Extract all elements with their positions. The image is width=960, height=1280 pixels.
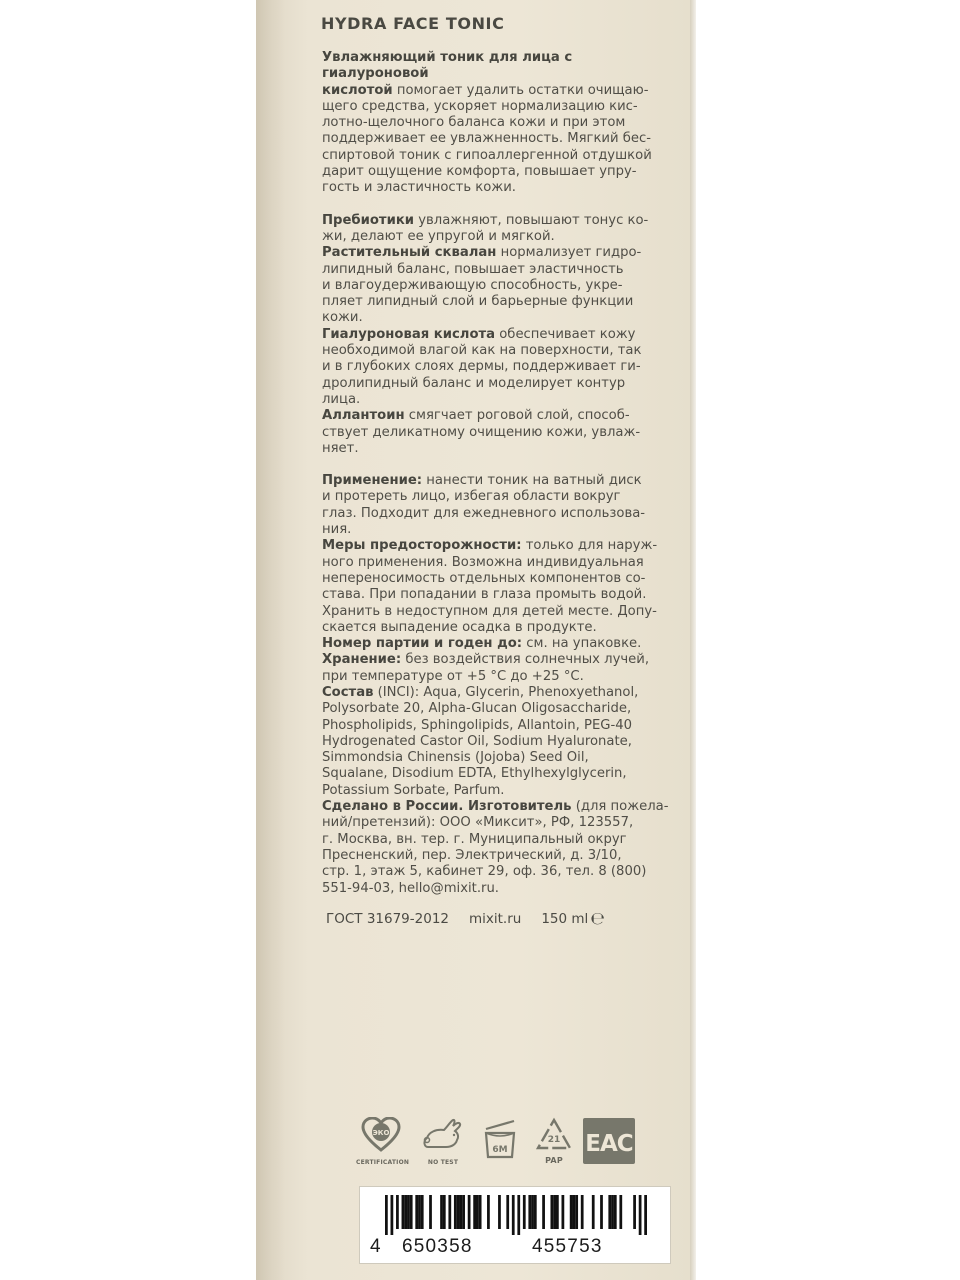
description-text: Хранить в недоступном для детей месте. Допу- bbox=[322, 603, 657, 619]
barcode-bar bbox=[556, 1195, 559, 1229]
certification-icons bbox=[356, 1117, 646, 1177]
description-line bbox=[322, 636, 670, 652]
description-line bbox=[322, 522, 670, 538]
description-line bbox=[322, 343, 670, 359]
description-text: и влагоудерживающую способность, укре- bbox=[322, 277, 623, 293]
barcode-bars bbox=[385, 1195, 647, 1235]
description-line bbox=[322, 701, 670, 717]
description-line bbox=[322, 213, 670, 229]
product-title: HYDRA FACE TONIC bbox=[321, 14, 505, 33]
description-line bbox=[322, 489, 670, 505]
description-line bbox=[322, 783, 670, 799]
description-text: ного применения. Возможна индивидуальная bbox=[322, 554, 644, 570]
barcode bbox=[359, 1186, 671, 1264]
description-line bbox=[322, 441, 670, 457]
description-line bbox=[322, 864, 670, 880]
barcode-bar bbox=[517, 1195, 520, 1235]
description-line bbox=[322, 766, 670, 782]
description-text: увлажняют, повышают тонус ко- bbox=[414, 212, 649, 228]
description-text: Hydrogenated Castor Oil, Sodium Hyaluronate, bbox=[322, 733, 632, 749]
description-line bbox=[322, 164, 670, 180]
description-line bbox=[322, 50, 670, 83]
bold-term: Пребиотики bbox=[322, 212, 415, 228]
description-text: только для наруж- bbox=[521, 538, 658, 554]
description-text: пляет липидный слой и барьерные функции bbox=[322, 294, 634, 310]
barcode-first-digit: 4 bbox=[370, 1236, 382, 1257]
description-line bbox=[322, 359, 670, 375]
description-line bbox=[322, 425, 670, 441]
recycle-pap-icon bbox=[532, 1117, 576, 1165]
estimate-mark-icon: ℮ bbox=[590, 909, 605, 929]
description-line bbox=[322, 815, 670, 831]
barcode-bar bbox=[644, 1195, 647, 1235]
description-line bbox=[322, 652, 670, 668]
description-text: смягчает роговой слой, способ- bbox=[404, 408, 630, 424]
description-line bbox=[322, 881, 670, 897]
description-text: Пресненский, пер. Электрический, д. 3/10, bbox=[322, 847, 622, 863]
description-text: нанести тоник на ватный диск bbox=[422, 473, 642, 489]
description-line bbox=[322, 832, 670, 848]
barcode-bar bbox=[619, 1195, 622, 1229]
barcode-bar bbox=[512, 1195, 515, 1235]
description-line bbox=[322, 571, 670, 587]
description-line bbox=[322, 262, 670, 278]
volume-text: 150 ml bbox=[541, 911, 589, 927]
barcode-bar bbox=[429, 1195, 432, 1229]
bold-term: Номер партии и годен до: bbox=[322, 636, 523, 652]
barcode-bar bbox=[402, 1195, 405, 1229]
description-text: при температуре от +5 °С до +25 °С. bbox=[322, 668, 584, 684]
description-line bbox=[322, 506, 670, 522]
description-text: липидный баланс, повышает эластичность bbox=[322, 261, 624, 277]
barcode-bar bbox=[611, 1195, 614, 1229]
description-line bbox=[322, 148, 670, 164]
gost-text: ГОСТ 31679-2012 bbox=[326, 911, 449, 927]
description-line bbox=[322, 473, 670, 489]
description-text: скается выпадение осадка в продукте. bbox=[322, 619, 597, 635]
barcode-bar bbox=[570, 1195, 573, 1229]
description-text: ствует деликатному очищению кожи, увлаж- bbox=[322, 424, 641, 440]
box-right-edge bbox=[690, 0, 696, 1280]
description-line bbox=[322, 99, 670, 115]
description-line bbox=[322, 538, 670, 554]
bold-term: Растительный сквалан bbox=[322, 245, 497, 261]
barcode-bar bbox=[523, 1195, 526, 1229]
barcode-bar bbox=[633, 1195, 636, 1229]
barcode-bar bbox=[396, 1195, 399, 1229]
eco-caption: CERTIFICATION bbox=[356, 1159, 410, 1166]
bold-term: Сделано в России. Изготовитель bbox=[322, 799, 572, 815]
description-line bbox=[322, 294, 670, 310]
description-text: (INCI): Aqua, Glycerin, Phenoxyethanol, bbox=[373, 684, 639, 700]
description-text: необходимой влагой как на поверхности, так bbox=[322, 343, 642, 359]
barcode-bar bbox=[468, 1195, 471, 1229]
description-text: нормализует гидро- bbox=[496, 245, 642, 261]
barcode-bar bbox=[608, 1195, 611, 1229]
description-line bbox=[322, 734, 670, 750]
product-description bbox=[322, 50, 670, 897]
description-line bbox=[322, 848, 670, 864]
description-text: ний/претензий): ООО «Миксит», РФ, 123557, bbox=[322, 815, 634, 831]
description-line bbox=[322, 131, 670, 147]
description-text: Potassium Sorbate, Parfum. bbox=[322, 782, 505, 798]
description-line bbox=[322, 278, 670, 294]
barcode-bar bbox=[415, 1195, 418, 1229]
description-text: кожи. bbox=[322, 310, 363, 326]
box-shadow-edge bbox=[256, 0, 284, 1280]
description-line bbox=[322, 587, 670, 603]
barcode-bar bbox=[457, 1195, 460, 1229]
description-line bbox=[322, 718, 670, 734]
recycle-number: 21 bbox=[547, 1135, 561, 1145]
bold-term: Применение: bbox=[322, 473, 423, 489]
barcode-bar bbox=[476, 1195, 479, 1229]
barcode-bar bbox=[391, 1195, 394, 1235]
barcode-bar bbox=[550, 1195, 553, 1229]
description-text: (для пожела- bbox=[571, 799, 669, 815]
description-text: 551-94-03, hello@mixit.ru. bbox=[322, 880, 500, 896]
description-text: дарит ощущение комфорта, повышает упру- bbox=[322, 164, 637, 180]
description-line bbox=[322, 327, 670, 343]
recycle-caption: PAP bbox=[545, 1156, 563, 1165]
description-text: Phospholipids, Sphingolipids, Allantoin, PEG-40 bbox=[322, 717, 633, 733]
pao-6m-icon bbox=[480, 1117, 520, 1165]
description-text: и в глубоких слоях дермы, поддерживает ги- bbox=[322, 359, 641, 375]
barcode-bar bbox=[573, 1195, 576, 1229]
barcode-bar bbox=[448, 1195, 451, 1229]
description-text: поддерживает ее увлажненность. Мягкий бес- bbox=[322, 131, 652, 147]
barcode-bar bbox=[418, 1195, 421, 1229]
barcode-bar bbox=[498, 1195, 501, 1229]
barcode-bar bbox=[531, 1195, 534, 1229]
description-text: щего средства, ускоряет нормализацию кис- bbox=[322, 98, 638, 114]
barcode-bar bbox=[440, 1195, 443, 1229]
barcode-bar bbox=[407, 1195, 410, 1229]
barcode-bar bbox=[473, 1195, 476, 1229]
bold-term: Хранение: bbox=[322, 652, 402, 668]
description-line bbox=[322, 83, 670, 99]
bold-term: Меры предосторожности: bbox=[322, 538, 522, 554]
description-line bbox=[322, 229, 670, 245]
description-text: без воздействия солнечных лучей, bbox=[401, 652, 650, 668]
barcode-bar bbox=[562, 1195, 565, 1229]
description-text: Polysorbate 20, Alpha-Glucan Oligosaccharide, bbox=[322, 701, 632, 717]
description-line bbox=[322, 408, 670, 424]
bold-term: Увлажняющий тоник для лица с гиалуроновой bbox=[322, 50, 573, 82]
description-text: Simmondsia Chinensis (Jojoba) Seed Oil, bbox=[322, 750, 589, 766]
barcode-bar bbox=[462, 1195, 465, 1229]
description-text: става. При попадании в глаза промыть водой. bbox=[322, 587, 647, 603]
description-line bbox=[322, 392, 670, 408]
description-line bbox=[322, 555, 670, 571]
description-line bbox=[322, 685, 670, 701]
barcode-bar bbox=[639, 1195, 642, 1235]
footer-line bbox=[326, 909, 616, 929]
description-text: дролипидный баланс и моделирует контур bbox=[322, 375, 626, 391]
eco-certification-icon bbox=[356, 1117, 410, 1166]
barcode-bar bbox=[553, 1195, 556, 1229]
barcode-bar bbox=[385, 1195, 388, 1235]
description-text: г. Москва, вн. тер. г. Муниципальный округ bbox=[322, 831, 627, 847]
description-text: Squalane, Disodium EDTA, Ethylhexylglycerin, bbox=[322, 766, 627, 782]
bold-term: Аллантоин bbox=[322, 408, 405, 424]
barcode-bar bbox=[528, 1195, 531, 1229]
barcode-bar bbox=[575, 1195, 578, 1229]
description-text: глаз. Подходит для ежедневного использова- bbox=[322, 505, 646, 521]
barcode-bar bbox=[581, 1195, 584, 1229]
description-text: лотно-щелочного баланса кожи и при этом bbox=[322, 115, 626, 131]
description-text: жи, делают ее упругой и мягкой. bbox=[322, 228, 555, 244]
description-text: гость и эластичность кожи. bbox=[322, 180, 516, 196]
barcode-bar bbox=[542, 1195, 545, 1229]
barcode-bar bbox=[454, 1195, 457, 1229]
no-test-caption: NO TEST bbox=[427, 1159, 459, 1166]
barcode-bar bbox=[614, 1195, 617, 1229]
barcode-bar bbox=[404, 1195, 407, 1229]
barcode-bar bbox=[421, 1195, 424, 1229]
barcode-bar bbox=[600, 1195, 603, 1229]
description-line bbox=[322, 620, 670, 636]
description-line bbox=[322, 669, 670, 685]
barcode-bar bbox=[592, 1195, 595, 1229]
description-line bbox=[322, 750, 670, 766]
description-line bbox=[322, 799, 670, 815]
description-line bbox=[322, 376, 670, 392]
no-test-rabbit-icon bbox=[418, 1117, 468, 1166]
barcode-bar bbox=[479, 1195, 482, 1229]
barcode-bar bbox=[534, 1195, 537, 1229]
barcode-bar bbox=[443, 1195, 446, 1229]
barcode-bar bbox=[487, 1195, 490, 1229]
site-text: mixit.ru bbox=[469, 911, 522, 927]
description-text: лица. bbox=[322, 391, 361, 407]
description-text: непереносимость отдельных компонентов со- bbox=[322, 570, 646, 586]
description-line bbox=[322, 310, 670, 326]
description-line bbox=[322, 604, 670, 620]
eac-mark-icon bbox=[580, 1117, 638, 1169]
barcode-bar bbox=[410, 1195, 413, 1229]
description-text: и протереть лицо, избегая области вокруг bbox=[322, 489, 621, 505]
barcode-bar bbox=[506, 1195, 509, 1229]
description-text: обеспечивает кожу bbox=[495, 326, 636, 342]
barcode-bar bbox=[459, 1195, 462, 1229]
barcode-left-digits: 650358 bbox=[402, 1236, 473, 1257]
description-text: стр. 1, этаж 5, кабинет 29, оф. 36, тел. 8 (800) bbox=[322, 864, 647, 880]
description-line bbox=[322, 115, 670, 131]
paragraph-gap bbox=[322, 197, 670, 213]
bold-term: Гиалуроновая кислота bbox=[322, 326, 496, 342]
description-text: ния. bbox=[322, 522, 352, 538]
description-line bbox=[322, 245, 670, 261]
barcode-right-digits: 455753 bbox=[532, 1236, 603, 1257]
eco-label: ЭКО bbox=[372, 1129, 390, 1137]
description-line bbox=[322, 180, 670, 196]
pao-label: 6M bbox=[492, 1145, 508, 1155]
description-text: помогает удалить остатки очищаю- bbox=[392, 82, 649, 98]
bold-term: кислотой bbox=[322, 82, 393, 98]
bold-term: Состав bbox=[322, 684, 374, 700]
eac-label: ЕАС bbox=[585, 1131, 633, 1157]
paragraph-gap bbox=[322, 457, 670, 473]
description-text: см. на упаковке. bbox=[522, 636, 642, 652]
description-text: няет. bbox=[322, 440, 359, 456]
description-text: спиртовой тоник с гипоаллергенной отдушкой bbox=[322, 147, 652, 163]
